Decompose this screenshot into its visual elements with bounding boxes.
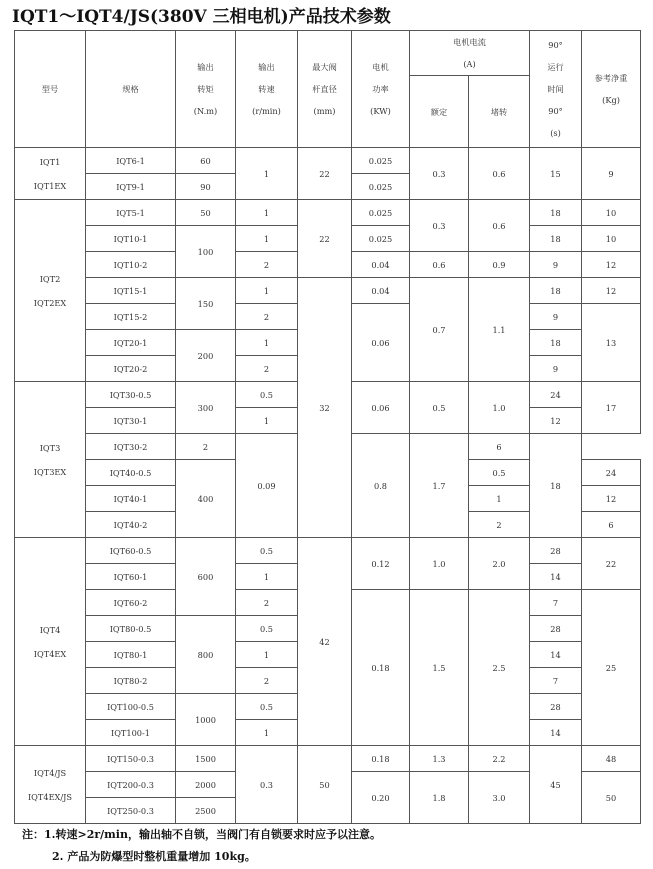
spec-cell: IQT20-1 [86, 330, 176, 356]
time-cell: 12 [582, 486, 641, 512]
torque-cell: 50 [176, 200, 236, 226]
time-cell: 28 [530, 694, 582, 720]
group-iqt3: IQT3 IQT3EX [15, 382, 86, 538]
header-stem: 最大阀 杆直径 (mm) [298, 31, 352, 148]
torque-cell: 200 [176, 330, 236, 382]
speed-cell: 0.5 [469, 460, 530, 486]
rated-cell: 0.5 [410, 382, 469, 434]
rated-cell: 1.8 [410, 772, 469, 824]
speed-cell: 2 [176, 434, 236, 460]
time-cell: 18 [530, 278, 582, 304]
locked-cell: 2.5 [469, 590, 530, 746]
spec-cell: IQT100-1 [86, 720, 176, 746]
time-cell: 7 [530, 668, 582, 694]
torque-cell: 2000 [176, 772, 236, 798]
spec-cell: IQT250-0.3 [86, 798, 176, 824]
locked-cell: 2.2 [469, 746, 530, 772]
notes [22, 824, 381, 868]
note-2: 2. 产品为防爆型时整机重量增加 10kg。 [52, 850, 256, 863]
spec-cell: IQT40-2 [86, 512, 176, 538]
power-cell: 0.06 [352, 304, 410, 382]
speed-cell: 2 [236, 356, 298, 382]
time-cell: 14 [530, 642, 582, 668]
torque-cell: 150 [176, 278, 236, 330]
power-cell: 0.06 [352, 382, 410, 434]
spec-cell: IQT30-1 [86, 408, 176, 434]
speed-cell: 1 [236, 278, 298, 304]
locked-cell: 0.6 [469, 148, 530, 200]
time-cell: 28 [530, 616, 582, 642]
weight-cell: 13 [582, 304, 641, 382]
torque-cell: 400 [176, 460, 236, 538]
speed-cell: 1 [469, 486, 530, 512]
header-weight: 参考净重 (Kg) [582, 31, 641, 148]
time-cell: 24 [530, 382, 582, 408]
rated-cell: 0.3 [410, 200, 469, 252]
header-time: 90° 运行 时间 90° (s) [530, 31, 582, 148]
spec-cell: IQT20-2 [86, 356, 176, 382]
power-cell: 0.18 [352, 746, 410, 772]
power-cell: 0.09 [236, 434, 298, 538]
spec-cell: IQT100-0.5 [86, 694, 176, 720]
spec-cell: IQT30-2 [86, 434, 176, 460]
time-cell: 18 [530, 226, 582, 252]
torque-cell: 60 [176, 148, 236, 174]
time-cell: 6 [469, 434, 530, 460]
weight-cell: 22 [582, 538, 641, 590]
speed-cell: 0.5 [236, 616, 298, 642]
group-iqt2: IQT2 IQT2EX [15, 200, 86, 382]
power-cell: 0.025 [352, 148, 410, 174]
header-rated: 额定 [410, 76, 469, 148]
spec-cell: IQT40-1 [86, 486, 176, 512]
locked-cell: 1.7 [410, 434, 469, 538]
time-cell: 9 [530, 356, 582, 382]
speed-cell: 1 [236, 408, 298, 434]
speed-cell: 1 [236, 642, 298, 668]
weight-cell: 48 [582, 746, 641, 772]
speed-cell: 1 [236, 564, 298, 590]
power-cell: 0.025 [352, 226, 410, 252]
weight-cell: 50 [582, 772, 641, 824]
torque-cell: 300 [176, 382, 236, 434]
header-current-group: 电机电流 (A) [410, 31, 530, 76]
time-cell: 7 [530, 590, 582, 616]
header-spec: 规格 [86, 31, 176, 148]
spec-cell: IQT150-0.3 [86, 746, 176, 772]
torque-cell: 100 [176, 226, 236, 278]
speed-cell: 2 [469, 512, 530, 538]
speed-cell: 2 [236, 668, 298, 694]
stem-cell: 32 [298, 278, 352, 538]
weight-cell: 10 [582, 226, 641, 252]
time-cell: 14 [530, 564, 582, 590]
header-torque: 输出 转矩 (N.m) [176, 31, 236, 148]
spec-cell: IQT10-1 [86, 226, 176, 252]
table-row [15, 200, 641, 226]
table-row [15, 746, 641, 772]
locked-cell: 1.1 [469, 278, 530, 382]
spec-cell: IQT200-0.3 [86, 772, 176, 798]
spec-cell: IQT9-1 [86, 174, 176, 200]
power-cell: 0.04 [352, 252, 410, 278]
group-iqt1: IQT1 IQT1EX [15, 148, 86, 200]
table-row [15, 278, 641, 304]
power-cell: 0.12 [352, 538, 410, 590]
power-cell: 0.025 [352, 174, 410, 200]
rated-cell: 1.3 [410, 746, 469, 772]
speed-cell: 1 [236, 330, 298, 356]
power-cell: 0.20 [352, 772, 410, 824]
stem-cell: 50 [298, 746, 352, 824]
speed-cell: 0.3 [236, 746, 298, 824]
weight-cell: 9 [582, 148, 641, 200]
header-model: 型号 [15, 31, 86, 148]
spec-cell: IQT80-0.5 [86, 616, 176, 642]
power-cell: 0.18 [352, 590, 410, 746]
time-cell: 45 [530, 746, 582, 824]
group-iqt4js: IQT4/JS IQT4EX/JS [15, 746, 86, 824]
locked-cell: 0.9 [469, 252, 530, 278]
weight-cell: 17 [582, 382, 641, 434]
note-1: 注：1.转速>2r/min，输出轴不自锁，当阀门有自锁要求时应予以注意。 [22, 828, 381, 841]
speed-cell: 1 [236, 200, 298, 226]
time-cell: 15 [530, 148, 582, 200]
spec-cell: IQT80-1 [86, 642, 176, 668]
time-cell: 9 [530, 304, 582, 330]
header-speed: 输出 转速 (r/min) [236, 31, 298, 148]
spec-cell: IQT30-0.5 [86, 382, 176, 408]
speed-cell: 0.5 [236, 382, 298, 408]
spec-cell: IQT5-1 [86, 200, 176, 226]
torque-cell: 1000 [176, 694, 236, 746]
stem-cell: 22 [298, 200, 352, 278]
time-cell: 28 [530, 538, 582, 564]
group-iqt4: IQT4 IQT4EX [15, 538, 86, 746]
weight-cell: 25 [582, 590, 641, 746]
table-row [15, 538, 641, 564]
speed-cell: 2 [236, 590, 298, 616]
weight-cell: 18 [530, 434, 582, 538]
time-cell: 6 [582, 512, 641, 538]
speed-cell: 0.5 [236, 694, 298, 720]
time-cell: 9 [530, 252, 582, 278]
rated-cell: 1.0 [410, 538, 469, 590]
spec-cell: IQT40-0.5 [86, 460, 176, 486]
locked-cell: 0.6 [469, 200, 530, 252]
rated-cell: 0.7 [410, 278, 469, 382]
rated-cell: 0.8 [352, 434, 410, 538]
rated-cell: 0.6 [410, 252, 469, 278]
torque-cell: 90 [176, 174, 236, 200]
spec-cell: IQT10-2 [86, 252, 176, 278]
speed-cell: 1 [236, 226, 298, 252]
speed-cell: 1 [236, 148, 298, 200]
time-cell: 14 [530, 720, 582, 746]
spec-cell: IQT60-0.5 [86, 538, 176, 564]
speed-cell: 1 [236, 720, 298, 746]
rated-cell: 0.3 [410, 148, 469, 200]
spec-cell: IQT80-2 [86, 668, 176, 694]
spec-cell: IQT6-1 [86, 148, 176, 174]
spec-table [14, 30, 641, 824]
torque-cell: 1500 [176, 746, 236, 772]
locked-cell: 3.0 [469, 772, 530, 824]
time-cell: 24 [582, 460, 641, 486]
power-cell: 0.025 [352, 200, 410, 226]
spec-cell: IQT15-2 [86, 304, 176, 330]
torque-cell: 800 [176, 616, 236, 694]
stem-cell: 42 [298, 538, 352, 746]
header-locked: 堵转 [469, 76, 530, 148]
spec-cell: IQT60-2 [86, 590, 176, 616]
weight-cell: 12 [582, 252, 641, 278]
locked-cell: 1.0 [469, 382, 530, 434]
speed-cell: 2 [236, 304, 298, 330]
locked-cell: 2.0 [469, 538, 530, 590]
speed-cell: 0.5 [236, 538, 298, 564]
table-row [15, 148, 641, 174]
torque-cell: 600 [176, 538, 236, 616]
speed-cell: 2 [236, 252, 298, 278]
time-cell: 18 [530, 330, 582, 356]
time-cell: 18 [530, 200, 582, 226]
power-cell: 0.04 [352, 278, 410, 304]
time-cell: 12 [530, 408, 582, 434]
stem-cell: 22 [298, 148, 352, 200]
page-title: IQT1～IQT4/JS(380V 三相电机)产品技术参数 [12, 7, 391, 27]
spec-cell: IQT60-1 [86, 564, 176, 590]
weight-cell: 12 [582, 278, 641, 304]
spec-cell: IQT15-1 [86, 278, 176, 304]
header-power: 电机 功率 (KW) [352, 31, 410, 148]
weight-cell: 10 [582, 200, 641, 226]
rated-cell: 1.5 [410, 590, 469, 746]
torque-cell: 2500 [176, 798, 236, 824]
